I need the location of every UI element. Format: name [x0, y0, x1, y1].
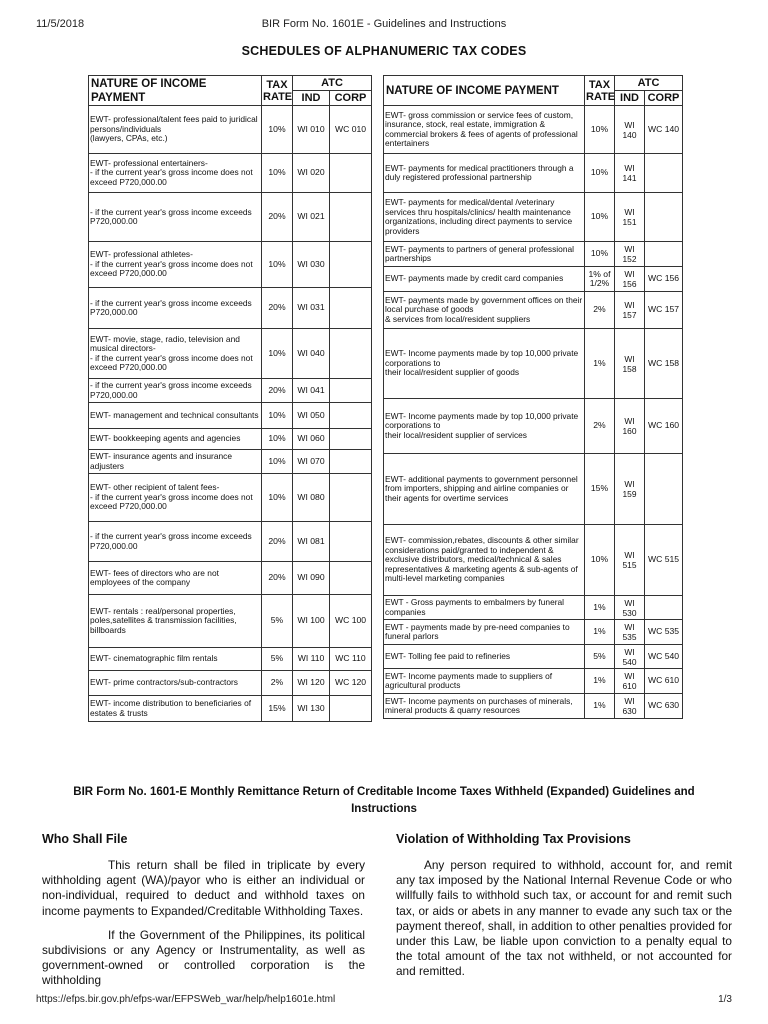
row-description: EWT- payments to partners of general professional partnerships	[384, 242, 585, 267]
table-row	[89, 106, 372, 154]
row-atc-corp	[330, 429, 372, 450]
row-description: EWT- additional payments to government personnel from importers, shipping and airline companies or their agents for overtime services	[384, 454, 585, 525]
section-who-shall-file	[42, 832, 365, 998]
row-atc-ind: WI 040	[293, 329, 330, 379]
table-row	[384, 694, 683, 719]
row-description: EWT- professional/talent fees paid to juridical persons/individuals (lawyers, CPAs, etc.)	[89, 106, 262, 154]
table-row	[89, 193, 372, 242]
atc-table-right	[383, 75, 682, 719]
row-tax-rate: 10%	[585, 242, 615, 267]
row-description: EWT- insurance agents and insurance adjusters	[89, 450, 262, 474]
row-tax-rate: 15%	[262, 696, 293, 722]
row-atc-corp	[330, 193, 372, 242]
row-description: EWT- Income payments made by top 10,000 private corporations to their local/resident supplier of goods	[384, 329, 585, 399]
table-row	[384, 620, 683, 645]
row-atc-corp: WC 156	[645, 267, 683, 292]
table-row	[89, 648, 372, 671]
row-atc-ind: WI 070	[293, 450, 330, 474]
table-row	[89, 329, 372, 379]
row-atc-ind: WI 080	[293, 474, 330, 522]
header-atc: ATC	[615, 76, 683, 91]
row-tax-rate: 1% of 1/2%	[585, 267, 615, 292]
row-atc-ind: WI 060	[293, 429, 330, 450]
row-tax-rate: 10%	[262, 429, 293, 450]
row-atc-ind: WI 021	[293, 193, 330, 242]
section-heading: Who Shall File	[42, 832, 128, 846]
row-tax-rate: 2%	[262, 671, 293, 696]
row-atc-ind: WI 159	[615, 454, 645, 525]
row-description: EWT- payments made by credit card companies	[384, 267, 585, 292]
row-atc-ind: WI 141	[615, 154, 645, 193]
header-nature: NATURE OF INCOME PAYMENT	[89, 76, 262, 106]
row-description: EWT- management and technical consultants	[89, 403, 262, 429]
paragraph: If the Government of the Philippines, its political subdivisions or any Agency or Instrumentality, as well as government-owned or controlled corporation is the withholding	[42, 927, 365, 988]
row-atc-corp: WC 100	[330, 595, 372, 648]
row-tax-rate: 5%	[262, 648, 293, 671]
row-atc-corp: WC 110	[330, 648, 372, 671]
row-description: EWT- fees of directors who are not employees of the company	[89, 562, 262, 595]
row-atc-corp	[330, 450, 372, 474]
header-atc: ATC	[293, 76, 372, 91]
schedule-title: SCHEDULES OF ALPHANUMERIC TAX CODES	[241, 44, 527, 58]
row-tax-rate: 10%	[262, 329, 293, 379]
row-tax-rate: 20%	[262, 193, 293, 242]
row-atc-ind: WI 050	[293, 403, 330, 429]
page-number: 1/3	[718, 994, 732, 1005]
row-atc-ind: WI 157	[615, 292, 645, 329]
row-description: EWT- movie, stage, radio, television and musical directors- - if the current year's gross income does not exceed P720,000.00	[89, 329, 262, 379]
row-atc-corp	[330, 379, 372, 403]
row-atc-ind: WI 030	[293, 242, 330, 288]
table-row	[89, 595, 372, 648]
header-nature: NATURE OF INCOME PAYMENT	[384, 76, 585, 106]
row-description: EWT- prime contractors/sub-contractors	[89, 671, 262, 696]
row-tax-rate: 10%	[585, 106, 615, 154]
table-row	[384, 596, 683, 620]
row-description: EWT- Income payments made by top 10,000 private corporations to their local/resident supplier of services	[384, 399, 585, 454]
row-tax-rate: 10%	[585, 193, 615, 242]
form-title: BIR Form No. 1601-E Monthly Remittance Return of Creditable Income Taxes Withheld (Expanded) Guidelines and Instructions	[73, 786, 695, 815]
header-ind: IND	[293, 91, 330, 106]
table-row	[384, 292, 683, 329]
row-description: EWT- rentals : real/personal properties, poles,satellites & transmission facilities, billboards	[89, 595, 262, 648]
row-atc-ind: WI 120	[293, 671, 330, 696]
row-atc-corp: WC 610	[645, 669, 683, 694]
table-row	[384, 329, 683, 399]
row-atc-corp	[330, 242, 372, 288]
row-description: EWT- commission,rebates, discounts & other similar considerations paid/granted to independent & exclusive distributors, medical/technical & sales representatives & marketing agents & sub-agents of multi-level marketing companies	[384, 525, 585, 596]
row-atc-ind: WI 100	[293, 595, 330, 648]
row-atc-ind: WI 515	[615, 525, 645, 596]
print-page-title: BIR Form No. 1601E - Guidelines and Instructions	[261, 18, 507, 30]
header-ind: IND	[615, 91, 645, 106]
row-description: - if the current year's gross income exceeds P720,000.00	[89, 379, 262, 403]
row-description: EWT- Tolling fee paid to refineries	[384, 645, 585, 669]
row-tax-rate: 1%	[585, 620, 615, 645]
paragraph: Any person required to withhold, account for, and remit any tax imposed by the National Internal Revenue Code or who willfully fails to withhold such tax, or account for and remit such tax, or aids or abets in any manner to evade any such tax or the payment thereof, shall, in addition to other penalties provided for under this Law, be liable upon conviction to a penalty equal to the total amount of the tax not withheld, or not accounted for and remitted.	[396, 858, 732, 979]
row-tax-rate: 20%	[262, 562, 293, 595]
table-row	[89, 671, 372, 696]
row-tax-rate: 5%	[262, 595, 293, 648]
row-atc-corp	[330, 562, 372, 595]
row-atc-corp: WC 157	[645, 292, 683, 329]
row-atc-ind: WI 158	[615, 329, 645, 399]
table-row	[89, 474, 372, 522]
table-row	[89, 379, 372, 403]
table-row	[89, 522, 372, 562]
row-atc-corp: WC 540	[645, 645, 683, 669]
table-row	[89, 288, 372, 329]
row-atc-ind: WI 152	[615, 242, 645, 267]
print-date: 11/5/2018	[36, 18, 85, 30]
row-atc-ind: WI 010	[293, 106, 330, 154]
row-description: EWT- payments made by government offices on their local purchase of goods & services from local/resident suppliers	[384, 292, 585, 329]
table-row	[384, 525, 683, 596]
table-row	[384, 454, 683, 525]
row-tax-rate: 1%	[585, 694, 615, 719]
header-tax-rate: TAX RATE	[585, 76, 615, 106]
row-atc-corp	[330, 403, 372, 429]
row-atc-corp	[330, 522, 372, 562]
row-tax-rate: 10%	[262, 242, 293, 288]
row-tax-rate: 2%	[585, 399, 615, 454]
row-description: EWT- bookkeeping agents and agencies	[89, 429, 262, 450]
row-tax-rate: 10%	[585, 525, 615, 596]
row-description: EWT- professional entertainers- - if the current year's gross income does not exceed P720,000.00	[89, 154, 262, 193]
section-violation	[396, 832, 732, 989]
table-row	[89, 154, 372, 193]
row-atc-corp	[645, 454, 683, 525]
row-atc-corp	[330, 154, 372, 193]
table-row	[384, 106, 683, 154]
row-tax-rate: 10%	[262, 474, 293, 522]
row-tax-rate: 10%	[262, 403, 293, 429]
table-row	[384, 193, 683, 242]
row-tax-rate: 20%	[262, 379, 293, 403]
row-description: EWT- income distribution to beneficiaries of estates & trusts	[89, 696, 262, 722]
row-tax-rate: 10%	[262, 106, 293, 154]
paragraph: This return shall be filed in triplicate by every withholding agent (WA)/payor who is either an individual or non-individual, required to deduct and withhold taxes on income payments to Expanded/Creditable Withholding Taxes.	[42, 858, 365, 918]
row-tax-rate: 2%	[585, 292, 615, 329]
row-description: EWT- cinematographic film rentals	[89, 648, 262, 671]
row-description: EWT- Income payments on purchases of minerals, mineral products & quarry resources	[384, 694, 585, 719]
header-tax-rate: TAX RATE	[262, 76, 293, 106]
row-tax-rate: 5%	[585, 645, 615, 669]
row-description: - if the current year's gross income exceeds P720,000.00	[89, 288, 262, 329]
table-row	[89, 696, 372, 722]
row-atc-ind: WI 130	[293, 696, 330, 722]
row-atc-ind: WI 110	[293, 648, 330, 671]
row-atc-corp: WC 158	[645, 329, 683, 399]
print-url: https://efps.bir.gov.ph/efps-war/EFPSWeb_war/help/help1601e.html	[36, 994, 336, 1005]
row-atc-ind: WI 610	[615, 669, 645, 694]
row-atc-ind: WI 140	[615, 106, 645, 154]
table-row	[89, 562, 372, 595]
row-description: EWT - Gross payments to embalmers by funeral companies	[384, 596, 585, 620]
row-description: EWT- gross commission or service fees of custom, insurance, stock, real estate, immigration & commercial brokers & fees of agents of professional entertainers	[384, 106, 585, 154]
table-row	[89, 242, 372, 288]
row-atc-ind: WI 540	[615, 645, 645, 669]
row-atc-ind: WI 090	[293, 562, 330, 595]
table-row	[384, 645, 683, 669]
section-heading: Violation of Withholding Tax Provisions	[396, 832, 631, 846]
row-atc-ind: WI 020	[293, 154, 330, 193]
row-atc-ind: WI 160	[615, 399, 645, 454]
header-corp: CORP	[645, 91, 683, 106]
row-atc-corp: WC 515	[645, 525, 683, 596]
row-atc-corp	[330, 474, 372, 522]
row-atc-ind: WI 535	[615, 620, 645, 645]
row-atc-ind: WI 041	[293, 379, 330, 403]
row-atc-ind: WI 151	[615, 193, 645, 242]
row-description: EWT- payments for medical practitioners through a duly registered professional partnership	[384, 154, 585, 193]
row-tax-rate: 1%	[585, 329, 615, 399]
row-tax-rate: 1%	[585, 596, 615, 620]
row-atc-ind: WI 156	[615, 267, 645, 292]
row-description: EWT - payments made by pre-need companies to funeral parlors	[384, 620, 585, 645]
row-atc-corp	[330, 696, 372, 722]
row-tax-rate: 20%	[262, 522, 293, 562]
atc-table-left	[88, 75, 371, 722]
row-description: - if the current year's gross income exceeds P720,000.00	[89, 193, 262, 242]
row-atc-corp: WC 120	[330, 671, 372, 696]
row-atc-ind: WI 081	[293, 522, 330, 562]
row-description: EWT- Income payments made to suppliers of agricultural products	[384, 669, 585, 694]
header-corp: CORP	[330, 91, 372, 106]
table-row	[89, 429, 372, 450]
table-row	[384, 399, 683, 454]
row-description: EWT- professional athletes- - if the current year's gross income does not exceed P720,000.00	[89, 242, 262, 288]
row-atc-corp: WC 630	[645, 694, 683, 719]
row-atc-corp: WC 010	[330, 106, 372, 154]
row-description: - if the current year's gross income exceeds P720,000.00	[89, 522, 262, 562]
row-tax-rate: 1%	[585, 669, 615, 694]
row-atc-ind: WI 530	[615, 596, 645, 620]
row-atc-corp: WC 535	[645, 620, 683, 645]
row-atc-ind: WI 630	[615, 694, 645, 719]
row-description: EWT- payments for medical/dental /veterinary services thru hospitals/clinics/ health maintenance organizations, including direct payments to service providers	[384, 193, 585, 242]
table-row	[89, 403, 372, 429]
table-row	[384, 669, 683, 694]
row-atc-corp	[645, 193, 683, 242]
row-atc-corp	[645, 242, 683, 267]
table-row	[89, 450, 372, 474]
row-tax-rate: 10%	[585, 154, 615, 193]
row-atc-corp: WC 160	[645, 399, 683, 454]
row-tax-rate: 10%	[262, 450, 293, 474]
row-atc-corp	[645, 596, 683, 620]
table-row	[384, 154, 683, 193]
row-tax-rate: 10%	[262, 154, 293, 193]
table-row	[384, 242, 683, 267]
row-atc-corp	[330, 288, 372, 329]
row-atc-corp: WC 140	[645, 106, 683, 154]
table-row	[384, 267, 683, 292]
row-atc-corp	[645, 154, 683, 193]
row-atc-corp	[330, 329, 372, 379]
row-tax-rate: 20%	[262, 288, 293, 329]
row-tax-rate: 15%	[585, 454, 615, 525]
row-description: EWT- other recipient of talent fees- - if the current year's gross income does not exceed P720,000.00	[89, 474, 262, 522]
row-atc-ind: WI 031	[293, 288, 330, 329]
